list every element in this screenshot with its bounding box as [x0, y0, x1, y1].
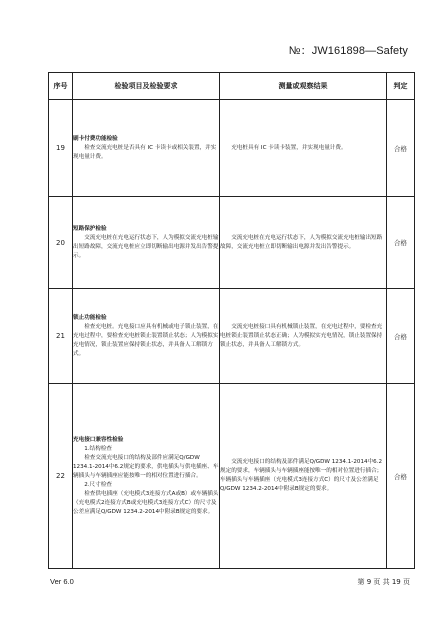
- table-row: [49, 100, 415, 197]
- document-number: №：JW161898—Safety: [288, 45, 408, 57]
- row-item: [73, 197, 220, 289]
- row-verdict: 合格: [387, 197, 415, 289]
- table-row: [49, 197, 415, 289]
- item-title: 充电接口兼容性检验: [73, 436, 124, 443]
- row-item: [73, 384, 220, 569]
- row-verdict: 合格: [387, 384, 415, 569]
- item-paragraph: 检查供电插座（充电模式3连接方式A或B）或车辆插头（充电模式2连接方式B或充电模式3连接方式C）的尺寸及公差应满足Q/GDW 1234.2-2014中附录B规定的要求。: [73, 490, 219, 515]
- row-result: [220, 289, 387, 384]
- header-item: 检验项目及检验要求: [73, 73, 220, 100]
- header-seq: 序号: [49, 73, 73, 100]
- result-text: 交流充电桩接口具有机械锁止装置，在充电过程中，要检查充电桩锁止装置锁止状态正确；人为模拟实充电情况，锁止装置保持锁止状态，并具备人工解锁方式。: [220, 323, 383, 348]
- row-result: [220, 384, 387, 569]
- item-paragraph: 2.尺寸检查: [84, 481, 112, 488]
- row-verdict: 合格: [387, 100, 415, 197]
- header-result: 测量或观察结果: [220, 73, 387, 100]
- item-title: 刷卡付费功能检验: [73, 135, 118, 142]
- row-seq: 20: [49, 197, 73, 289]
- item-paragraph: 1.结构检查: [84, 445, 112, 452]
- row-seq: 19: [49, 100, 73, 197]
- row-verdict: 合格: [387, 289, 415, 384]
- row-item: [73, 100, 220, 197]
- row-result: [220, 197, 387, 289]
- row-item: [73, 289, 220, 384]
- item-paragraph: 检查交流充电接口的结构及部件应满足Q/GDW 1234.1-2014中6.2规定的要求，供电插头与供电插座、车辆插头与车辆插座应能按唯一的相对位置进行插合。: [73, 454, 219, 479]
- table-row: [49, 289, 415, 384]
- table-row: [49, 384, 415, 569]
- item-paragraph: 检查交流充电桩是否具有 IC 卡读卡或相关装置，并实现电量计费。: [73, 144, 217, 160]
- table-header-row: [49, 73, 415, 100]
- result-text: 充电桩具有 IC 卡读卡装置，并实现电量计费。: [231, 144, 347, 151]
- version-label: Ver 6.0: [50, 577, 74, 586]
- page-number: 第 9 页 共 19 页: [357, 578, 410, 586]
- header-verdict: 判定: [387, 73, 415, 100]
- row-seq: 22: [49, 384, 73, 569]
- row-result: [220, 100, 387, 197]
- result-text: 交流充电桩在充电运行状态下，人为模拟交流充电桩输出短路故障，交流充电桩立即切断输出电源并发出告警提示。: [220, 234, 383, 250]
- result-text: 交流充电接口的结构及部件满足Q/GDW 1234.1-2014中6.2规定的要求，车辆插头与车辆插座能按唯一的相对位置进行插合；车辆插头与车辆插座（充电模式3连接方式C）的尺寸及公差满足Q/GDW 1234.2-2014中附录B规定的要求。: [220, 459, 383, 492]
- inspection-table: [48, 72, 415, 569]
- item-paragraph: 检查充电桩。充电接口应具有机械或电子锁止装置，在充电过程中，要检查充电桩锁止装置锁止状态；人为模拟实充电情况，锁止装置应保持锁止状态，并具备人工解锁方式。: [73, 323, 219, 357]
- item-title: 短路保护检验: [73, 225, 107, 232]
- item-title: 锁止功能检验: [73, 314, 107, 321]
- row-seq: 21: [49, 289, 73, 384]
- item-paragraph: 交流充电桩在充电运行状态下，人为模拟交流充电桩输出短路故障，交流充电桩应立即切断输出电源并发出告警提示。: [73, 234, 219, 259]
